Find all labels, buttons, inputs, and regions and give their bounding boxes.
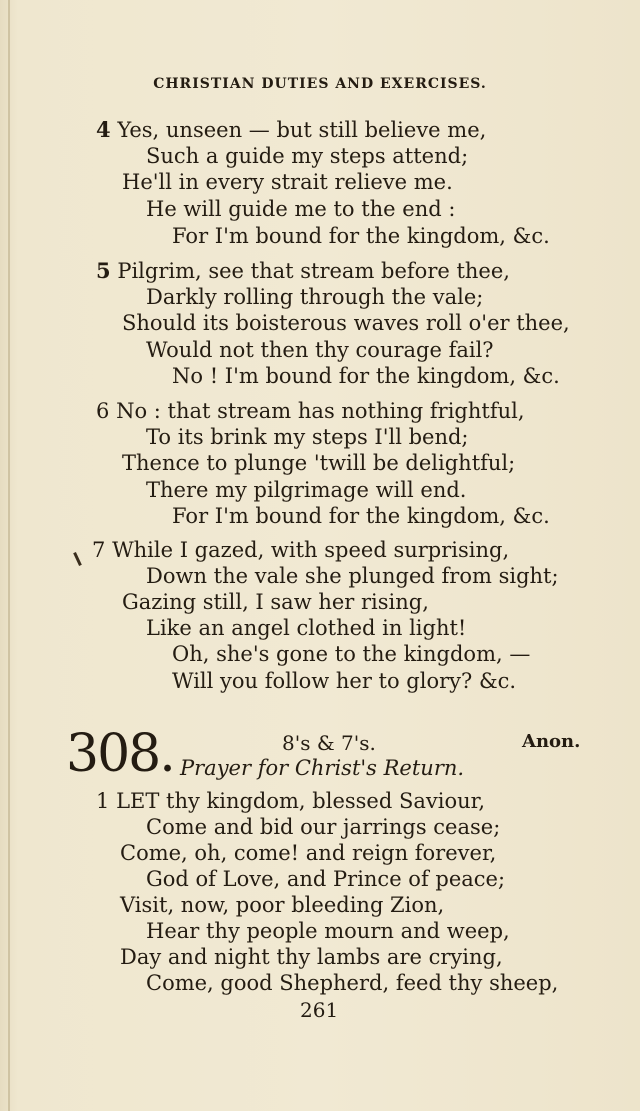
- running-header: CHRISTIAN DUTIES AND EXERCISES.: [153, 76, 487, 92]
- refrain-line: No ! I'm bound for the kingdom, &c.: [172, 364, 560, 388]
- verse-number: 7: [92, 538, 106, 562]
- verse-line: Thence to plunge 'twill be delightful;: [122, 451, 516, 475]
- verse-line: Visit, now, poor bleeding Zion,: [120, 893, 445, 917]
- verse-number: 1: [96, 789, 110, 813]
- refrain-line: Oh, she's gone to the kingdom, —: [172, 642, 531, 666]
- page-number: 261: [300, 998, 339, 1022]
- hymn-meter: 8's & 7's.: [282, 731, 376, 755]
- verse-line: Down the vale she plunged from sight;: [146, 564, 559, 588]
- hymn-tune: Anon.: [522, 731, 581, 752]
- verse-line: 6 No : that stream has nothing frightful,: [96, 399, 525, 423]
- verse-line: Darkly rolling through the vale;: [146, 285, 484, 309]
- verse-line: He'll in every strait relieve me.: [122, 170, 453, 194]
- verse-number: 4: [96, 117, 111, 142]
- verse-line: Hear thy people mourn and weep,: [146, 919, 510, 943]
- verse-line: To its brink my steps I'll bend;: [146, 425, 469, 449]
- refrain-line: For I'm bound for the kingdom, &c.: [172, 224, 550, 248]
- verse-line: Gazing still, I saw her rising,: [122, 590, 429, 614]
- verse-number: 5: [96, 258, 111, 283]
- verse-line: He will guide me to the end :: [146, 197, 456, 221]
- verse-line: Come, good Shepherd, feed thy sheep,: [146, 971, 559, 995]
- ink-mark: [73, 552, 82, 566]
- verse-line: Such a guide my steps attend;: [146, 144, 469, 168]
- refrain-line: Will you follow her to glory? &c.: [172, 669, 517, 693]
- hymn-title: Prayer for Christ's Return.: [180, 756, 465, 780]
- verse-line: 5 Pilgrim, see that stream before thee,: [96, 258, 510, 283]
- page-edge: [8, 0, 10, 1111]
- verse-line: Day and night thy lambs are crying,: [120, 945, 503, 969]
- verse-line: Come, oh, come! and reign forever,: [120, 841, 497, 865]
- verse-number: 6: [96, 399, 110, 423]
- hymn-number: 308.: [66, 724, 174, 784]
- verse-line: Come and bid our jarrings cease;: [146, 815, 501, 839]
- verse-line: God of Love, and Prince of peace;: [146, 867, 506, 891]
- verse-line: There my pilgrimage will end.: [146, 478, 467, 502]
- verse-line: Would not then thy courage fail?: [146, 338, 494, 362]
- verse-line: 4 Yes, unseen — but still believe me,: [96, 117, 487, 142]
- verse-line: 7 While I gazed, with speed surprising,: [92, 538, 510, 562]
- verse-line: Like an angel clothed in light!: [146, 616, 467, 640]
- verse-line: Should its boisterous waves roll o'er thee,: [122, 311, 570, 335]
- verse-line: 1 LET thy kingdom, blessed Saviour,: [96, 789, 486, 813]
- refrain-line: For I'm bound for the kingdom, &c.: [172, 504, 550, 528]
